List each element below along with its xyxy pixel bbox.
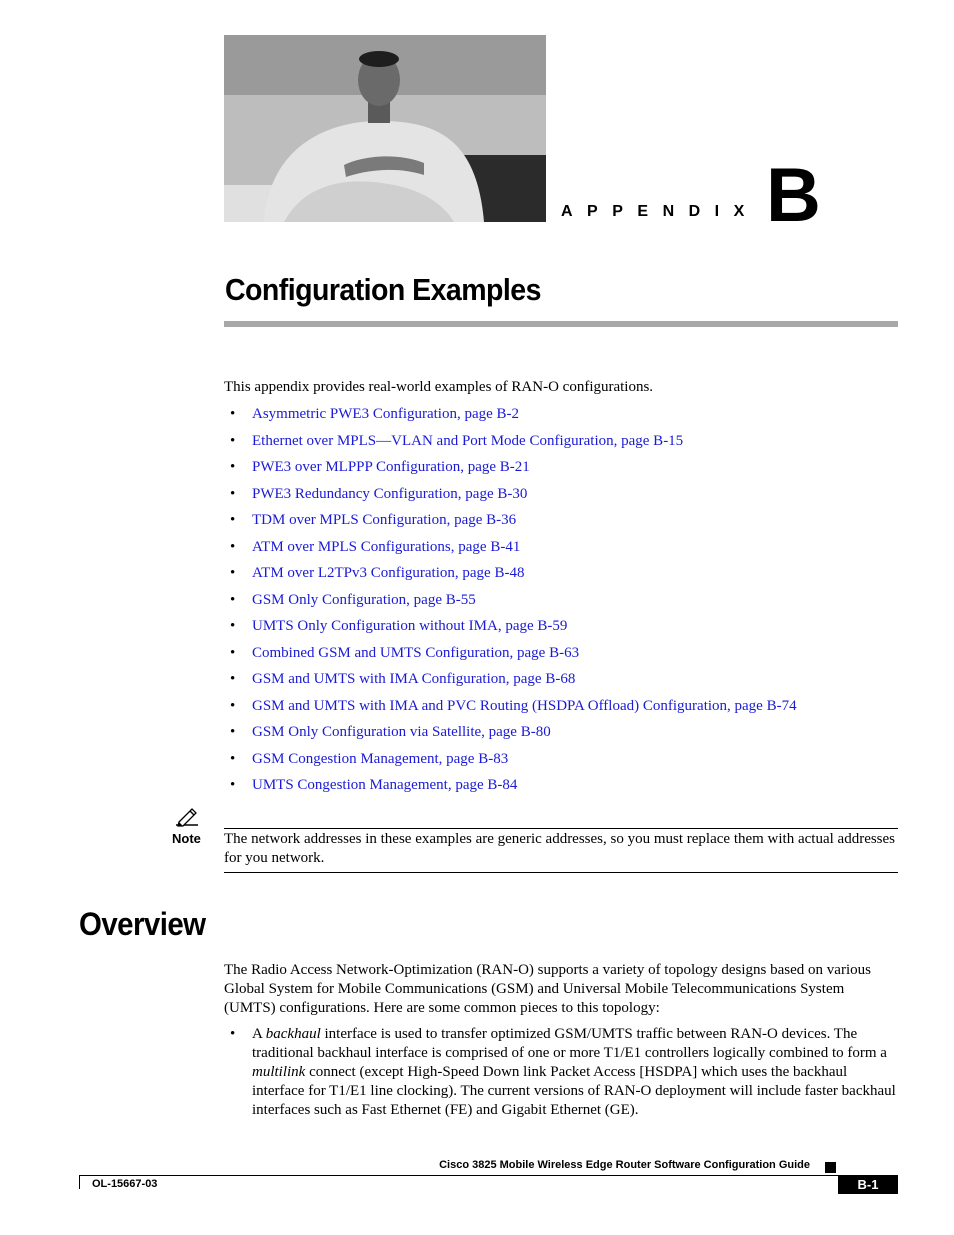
bullet: • [230,565,236,581]
bullet: • [230,406,236,422]
header-photo [224,35,546,222]
bullet: • [230,432,236,449]
toc-link[interactable]: UMTS Congestion Management, page B-84 [252,777,518,793]
list-item [224,643,797,670]
list-item [224,696,797,723]
list-item [224,590,797,617]
title-rule [224,321,898,327]
list-item [224,775,797,802]
bullet: • [230,538,236,555]
man-seated-photo-icon [224,35,546,222]
page-number: B-1 [838,1175,898,1194]
footer-tick [79,1175,80,1189]
toc-link[interactable]: GSM and UMTS with IMA Configuration, page B-68 [252,671,576,687]
bullet-text-part: A [252,1026,266,1042]
list-item [224,616,797,643]
toc-link[interactable]: GSM Congestion Management, page B-83 [252,750,509,767]
list-item [224,722,797,749]
list-item [224,1025,898,1120]
bullet: • [230,512,236,528]
toc-link[interactable]: Ethernet over MPLS—VLAN and Port Mode Configuration, page B-15 [252,432,684,449]
list-item [224,537,797,564]
toc-link[interactable]: UMTS Only Configuration without IMA, page B-59 [252,618,568,634]
bullet: • [230,618,236,634]
bullet: • [230,671,236,687]
bullet: • [230,750,236,767]
term-backhaul: backhaul [265,1026,321,1042]
bullet: • [230,697,236,714]
pencil-note-icon [174,805,200,827]
toc-link[interactable]: GSM and UMTS with IMA and PVC Routing (HSDPA Offload) Configuration, page B-74 [252,697,797,714]
list-item [224,669,797,696]
bullet: • [230,644,236,661]
toc-link[interactable]: Combined GSM and UMTS Configuration, page B-63 [252,644,580,661]
list-item [224,484,797,511]
bullet: • [230,1026,236,1042]
note-rule [224,872,898,873]
bullet-text [252,1025,898,1120]
list-item [224,457,797,484]
toc-link[interactable]: ATM over L2TPv3 Configuration, page B-48 [252,565,525,581]
bullet: • [230,591,236,608]
toc-link[interactable]: PWE3 Redundancy Configuration, page B-30 [252,485,528,502]
bullet: • [230,777,236,793]
page-title: Configuration Examples [225,272,541,307]
footer-rule [79,1175,898,1176]
note-label: Note [172,831,201,846]
list-item [224,749,797,776]
list-item [224,563,797,590]
list-item [224,431,797,458]
note-rule [224,828,898,829]
toc-link[interactable]: TDM over MPLS Configuration, page B-36 [252,512,517,528]
toc-link[interactable]: GSM Only Configuration, page B-55 [252,591,476,608]
footer-marker [825,1162,836,1173]
footer-guide-title: Cisco 3825 Mobile Wireless Edge Router Software Configuration Guide [439,1159,810,1171]
bullet: • [230,485,236,502]
bullet: • [230,724,236,740]
footer-doc-number: OL-15667-03 [92,1178,158,1190]
appendix-letter: B [766,153,821,238]
note-text: The network addresses in these examples are generic addresses, so you must replace them with actual addresses for you network. [224,831,896,866]
toc-list [224,404,797,802]
intro-text: This appendix provides real-world examples of RAN-O configurations. [224,379,654,395]
toc-link[interactable]: ATM over MPLS Configurations, page B-41 [252,538,521,555]
toc-link[interactable]: GSM Only Configuration via Satellite, page B-80 [252,724,551,740]
list-item [224,404,797,431]
appendix-label: APPENDIX [561,203,759,220]
term-multilink: multilink [252,1064,306,1080]
bullet: • [230,459,236,475]
section-title: Overview [79,906,206,942]
bullet-text-part: connect (except High-Speed Down link Packet Access [HSDPA] which uses the backhaul interface for T1/E1 line clocking). The current versions of RAN-O deployment will include faster backhaul interfaces such as Fast Ethernet (FE) and Gigabit Ethernet (GE). [252,1064,896,1118]
bullet-text-part: interface is used to transfer optimized GSM/UMTS traffic between RAN-O devices. The traditional backhaul interface is comprised of one or more T1/E1 controllers logically combined to form a [252,1026,887,1061]
toc-link[interactable]: Asymmetric PWE3 Configuration, page B-2 [252,406,520,422]
section-body: The Radio Access Network-Optimization (RAN-O) supports a variety of topology designs based on various Global System for Mobile Communications (GSM) and Universal Mobile Telecommunications System (UMTS) configurations. Here are some common pieces to this topology: [224,962,871,1016]
list-item [224,510,797,537]
toc-link[interactable]: PWE3 over MLPPP Configuration, page B-21 [252,459,530,475]
